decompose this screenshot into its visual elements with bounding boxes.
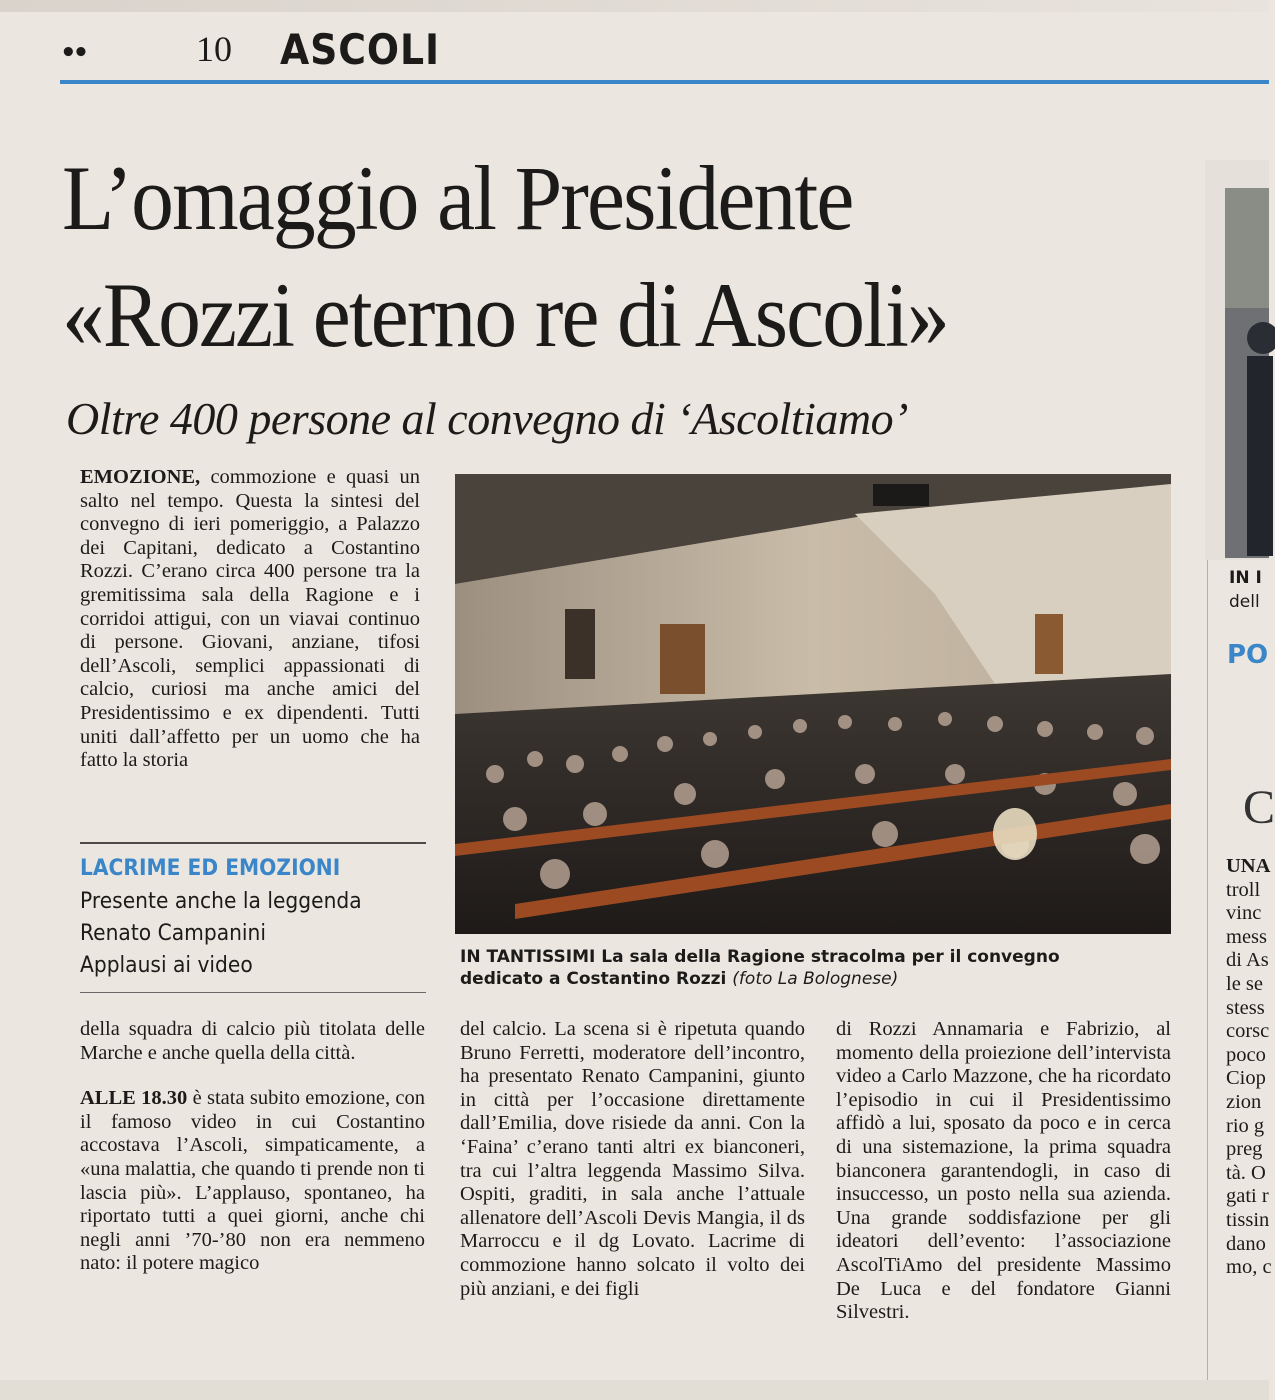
adjacent-kicker-fragment: PO: [1227, 640, 1269, 670]
header-rule: [60, 80, 1269, 84]
adjacent-line: troll: [1226, 878, 1261, 901]
adjacent-line: gati r: [1226, 1185, 1269, 1208]
adjacent-caption-fragment: dell: [1229, 592, 1260, 612]
top-paper-strip: [0, 0, 1269, 12]
bottom-paper-strip: [0, 1380, 1269, 1400]
paragraph-text: è stata subito emozione, con il famoso video in cui Costantino accostava l’Ascoli, simpaticamente, a «una malattia, che quando ti prende non ti lascia più». L’applauso, spontaneo, ha riportato tutti a quei giorni, anche chi negli anni ’70-’80 non era nemmeno nato: il potere magico: [80, 1087, 425, 1275]
box-line: Applausi ai video: [80, 953, 253, 978]
box-rule-bottom: [80, 992, 426, 993]
article-column-1-bottom: [80, 1018, 425, 1298]
header-dots: ••: [60, 38, 86, 68]
lead-word: ALLE 18.30: [80, 1087, 188, 1110]
box-line: Presente anche la leggenda: [80, 889, 362, 914]
paragraph-text: di Rozzi Annamaria e Fabrizio, al momento della proiezione dell’intervista video a Carlo Mazzone, che ha ricordato l’episodio in cui il Presidentissimo affidò a lui, sposato da poco e in cerca di una sistemazione, la prima squadra bianconera garantendogli, in caso di insuccesso, un posto nella sua azienda. Una grande soddisfazione per gli ideatori dell’evento: l’associazione AscolTiAmo del presidente Massimo De Luca e del fondatore Gianni Silvestri.: [836, 1018, 1171, 1324]
box-rule-top: [80, 842, 426, 844]
adjacent-line: dano: [1226, 1232, 1266, 1255]
headline-line1: L’omaggio al Presidente: [62, 147, 853, 249]
subtitle: Oltre 400 persone al convegno di ‘Ascoltiamo’: [66, 393, 908, 444]
adjacent-line: mo, c: [1226, 1256, 1272, 1279]
conference-hall-photo: [455, 474, 1171, 934]
adjacent-line: tà. O: [1226, 1161, 1266, 1184]
adjacent-article-text: [1226, 855, 1272, 1280]
article-column-3: [836, 1018, 1171, 1347]
adjacent-line: vinc: [1226, 902, 1262, 925]
photo-credit: (foto La Bolognese): [732, 969, 899, 989]
adjacent-caption-fragment: IN I: [1229, 568, 1262, 588]
caption-text: La sala della Ragione stracolma per il convegno: [595, 947, 1060, 967]
paragraph-text: della squadra di calcio più titolata delle Marche e anche quella della città.: [80, 1018, 425, 1064]
adjacent-line: stess: [1226, 996, 1265, 1019]
adjacent-line: rio g: [1226, 1114, 1265, 1137]
box-text: [80, 886, 362, 982]
adjacent-line: poco: [1226, 1043, 1266, 1066]
adjacent-line: tissin: [1226, 1208, 1270, 1231]
box-line: Renato Campanini: [80, 921, 266, 946]
paragraph-text: del calcio. La scena si è ripetuta quando Bruno Ferretti, moderatore dell’incontro, ha presentato Renato Campanini, giunto in città per l’occasione direttamente dall’Emilia, dove risiede da anni. Con la ‘Faina’ c’erano tanti altri ex bianconeri, tra cui l’altra leggenda Massimo Silva. Ospiti, graditi, in sala anche l’attuale allenatore dell’Ascoli Devis Mangia, il ds Marroccu e il dg Lovato. Lacrime di commozione hanno solcato il volto dei più anziani, e dei figli: [460, 1018, 805, 1300]
adjacent-headline-fragment: C: [1243, 781, 1275, 834]
paragraph-text: commozione e quasi un salto nel tempo. Questa la sintesi del convegno di ieri pomeriggio, a Palazzo dei Capitani, dedicato a Costantino Rozzi. C’erano circa 400 persone tra la gremitissima sala della Ragione e i corridoi attigui, con un viavai continuo di persone. Giovani, anziane, tifosi dell’Ascoli, semplici appassionati di calcio, curiosi ma anche amici del Presidentissimo e ex dipendenti. Tutti uniti dall’affetto per un uomo che ha fatto la storia: [80, 466, 420, 772]
lead-word: EMOZIONE,: [80, 466, 201, 488]
section-title: ASCOLI: [280, 25, 440, 74]
adjacent-article-photo: [1225, 188, 1269, 558]
caption-text-line2: dedicato a Costantino Rozzi: [460, 969, 733, 989]
adjacent-line: corsc: [1226, 1020, 1270, 1043]
adjacent-line: le se: [1226, 972, 1263, 995]
article-column-2: [460, 1018, 805, 1323]
adjacent-lead-fragment: UNA: [1226, 855, 1271, 877]
adjacent-line: zion: [1226, 1090, 1262, 1113]
box-kicker: LACRIME ED EMOZIONI: [80, 856, 341, 881]
photo-caption: [460, 946, 1060, 990]
page-number: 10: [196, 29, 232, 69]
headline-line2: «Rozzi eterno re di Ascoli»: [62, 264, 948, 366]
adjacent-line: di As: [1226, 949, 1269, 972]
caption-label: IN TANTISSIMI: [460, 947, 596, 967]
adjacent-line: mess: [1226, 925, 1267, 948]
adjacent-line: preg: [1226, 1138, 1263, 1161]
article-column-1: [80, 466, 420, 795]
adjacent-line: Ciop: [1226, 1067, 1266, 1090]
